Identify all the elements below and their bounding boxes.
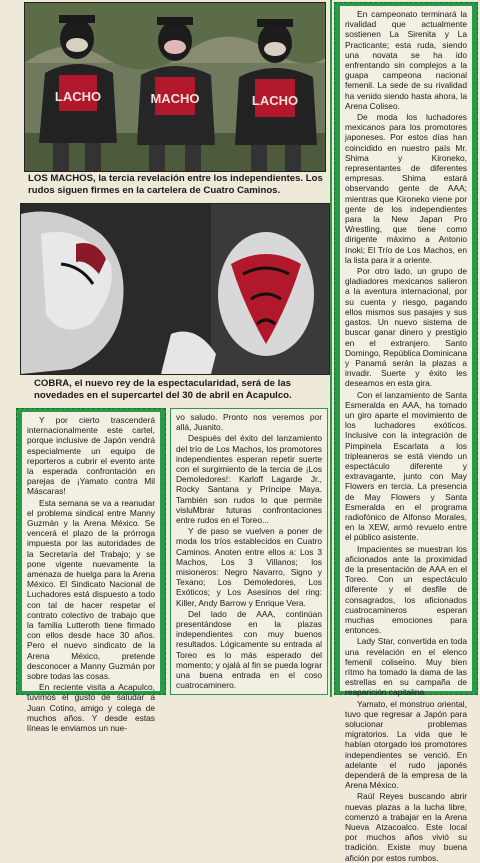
photo-los-machos	[24, 2, 326, 172]
paragraph-los-demoledores: Después del éxito del lanzamiento del trío de Los Machos, los promotores independientes esperan repetir suerte con el surgimiento de la tercia de ¡Los Demoledores!: Karloff Lagarde Jr., Rocky Santana y Príncipe Maya. También son rudos lo que permite visluMbrar futuras confrontaciones entre rudos en el Toreo...	[176, 433, 322, 526]
chest-letters-3: LACHO	[251, 93, 299, 108]
paragraph-raul-reyes: Raúl Reyes buscando abrir nuevas plazas a la lucha libre, comenzó a trabajar en la Arena Nueva Atzacoalco. Este local por muchos años vivió su tradición. Existe muy buena afición por estos rumbos.	[345, 791, 467, 863]
chest-letters-2: MACHO	[150, 91, 200, 106]
paragraph-santa-esmeralda: Con el lanzamiento de Santa Esmeralda en AAA, ha tomado un giro aparte el movimiento de los luchadores exóticos. Inclusive con la integración de Pimpinela Escarlata a los tripleaneros se está viendo un espectáculo diferente y extravagante, junto con May Flowers en tercia. La presencia de May Flowers y Santa Esmeralda en el programa radiofónico de Alfonso Morales, en la XEW, armó revuelo entre el público asistente.	[345, 389, 467, 543]
paragraph-aaa-independientes: Del lado de AAA, continúan presentándose en la plazas independientes con muy buenos resultados. Lógicamente su entrada al Toreo es lo más esperado del momento; y ojalá al fin se pueda lograr una buena entrada en el coso cuatrocaminero.	[176, 608, 322, 691]
paragraph-yamato: Yamato, el monstruo oriental, tuvo que regresar a Japón para solucionar problemas migratorios. La vida que le habían otorgado los promotores independientes se venció. En adelante el rudo japonés dependerá de la empresa de la Arena México.	[345, 698, 467, 791]
paragraph-aaa-toreo: Impacientes se muestran los aficionados ante la proximidad de la presentación de AAA en el Toreo. Con un espectáculo diferente y el desfile de consagrados, los aficionados cuatrocamineros esperan muchas emociones para entonces.	[345, 543, 467, 636]
wrestlers-illustration	[25, 3, 325, 171]
cobra-illustration	[21, 204, 329, 374]
paragraph-promotores-japoneses: De moda los luchadores mexicanos para los promotores japoneses. Por estos días han coincidido en nuestro país Mr. Shima y Kironeko, representantes de diferentes empresas. Shima estará observando gente de AAA; mientras que Kironeko viene por gente de los independientes para la New Japan Pro Wrestling, que tiene como dirigente máximo a Antonio Inoki; El Trío de Los Machos, en la lista para ir a oriente.	[345, 112, 467, 265]
paragraph-trios: Y de paso se vuelven a poner de moda los tríos establecidos en Cuatro Caminos. Anoten entre ellos a: Los 3 Machos, Los 3 Villanos; los misioneros: Negro Navarro, Signo y Texano; Los Demoledores, Los Exóticos; y Los Asesinos del ring: Killer, Andy Barrow y Enrique Vera.	[176, 526, 322, 608]
caption-cobra: COBRA, el nuevo rey de la espectacularidad, será de las novedades en el supercartel del 30 de abril en Acapulco.	[34, 378, 292, 401]
chest-letters-1: LACHO	[54, 89, 102, 104]
paragraph-lady-star: Lady Star, convertida en toda una revelación en el elenco femenil coliseíno. Muy bien rítmo ha tomado la dama de las estrellas en su campaña de reaparición capitalina.	[345, 636, 467, 698]
paragraph-juan-cotino: En reciente visita a Acapulco, tuvimos el gusto de saludar a Juan Cotino, amigo y colega de muchos años. Y desde estas líneas le enviamos un nue-	[27, 682, 155, 734]
bottom-middle-column	[170, 408, 328, 695]
caption-los-machos: LOS MACHOS, la tercia revelación entre los independientes. Los rudos siguen firmes en la cartelera de Cuatro Caminos.	[28, 173, 323, 196]
bottom-left-column	[16, 408, 166, 734]
paragraph-sirenita: En campeonato terminará la rivalidad que actualmente sostienen La Sirenita y La Practicante; esta ruda, siendo una novata se ha ido enfrentando sin complejos a la guapa campeona nacional femenil. La sede de su rivalidad ha venido siendo hasta ahora, la Arena Coliseo.	[345, 9, 467, 111]
paragraph-saludo: vo saludo. Pronto nos veremos por allá, Juanito.	[176, 412, 322, 433]
right-column	[334, 2, 478, 863]
paragraph-yamato-mil-mascaras: Y por cierto trascenderá internacionalmente este cartel, porque inclusive de Japón vendrá especialmente un equipo de reporteros a cubrir el evento ante la esperada confrontación en parejas de ¡Yamato contra Mil Máscaras!	[27, 415, 155, 497]
photo-cobra	[20, 203, 330, 375]
paragraph-gira-internacional: Por otro lado, un grupo de gladiadores mexicanos salieron a la aventura internacional, por su cuenta y riesgo, pagando ellos mismos sus pasajes y sus gastos. Un nuevo sistema de buscar ganar dinero y prestigio en el extranjero. Santo Domingo, República Dominicana y Panamá serán la plazas a invadir. Suerte y éxito les deseamos en esta gira.	[345, 266, 467, 389]
paragraph-problema-sindical: Esta semana se va a reanudar el problema sindical entre Manny Guzmán y la Arena México. Se vencerá el plazo de la prórroga impuesta por las autoridades de la Secretaría del Trabajo; y se pone vigente nuevamente la amenaza de huelga para la Arena México. El Sindicato Nacional de Luchadores está dispuesto a todo con tal de hacer respetar el contrato colectivo de trabajo que la familia Lutteroth tiene firmado con ellos desde hace 30 años. Pero el nuevo sindicato de la Arena México, pretende desconocer a Manny Guzmán por sobre todas las cosas.	[27, 497, 155, 682]
column-divider	[330, 0, 332, 697]
